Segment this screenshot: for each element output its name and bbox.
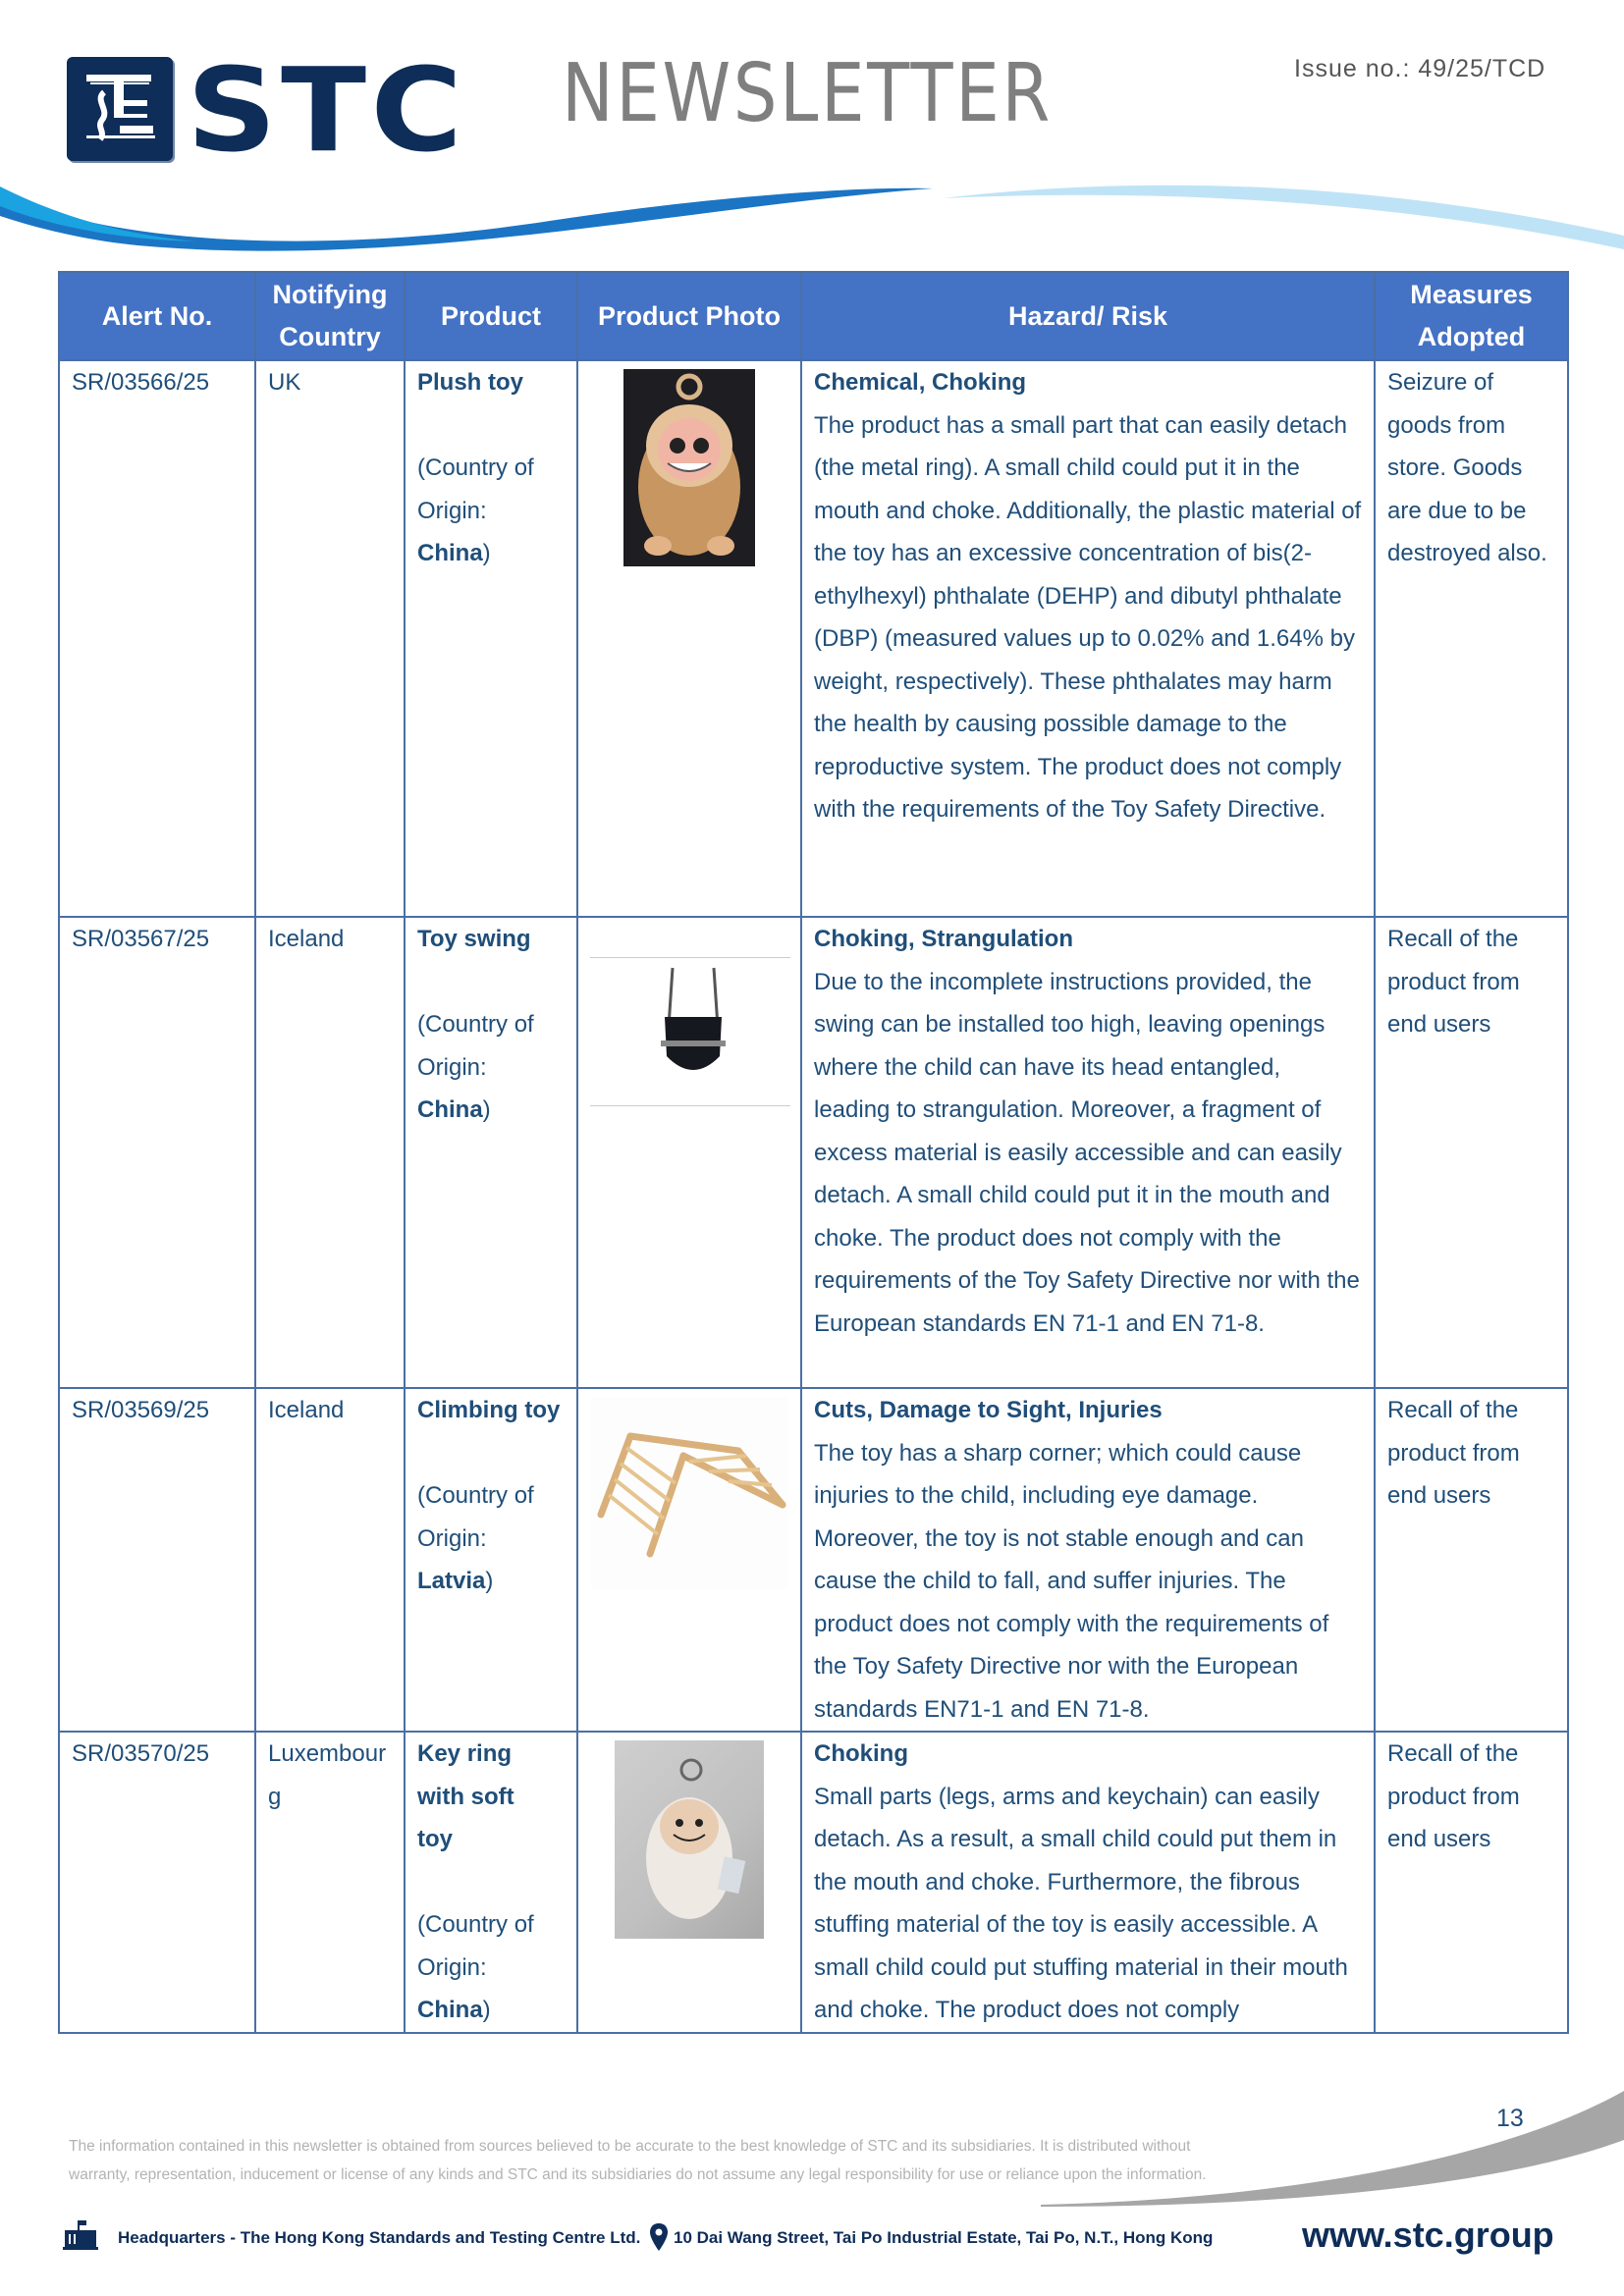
hazard-title: Cuts, Damage to Sight, Injuries bbox=[814, 1397, 1163, 1423]
hazard-title: Chemical, Choking bbox=[814, 369, 1027, 396]
notifying-country: Luxembourg bbox=[255, 1732, 405, 2033]
notifying-country: UK bbox=[255, 360, 405, 917]
product-name: Toy swing bbox=[417, 926, 531, 952]
hazard-title: Choking, Strangulation bbox=[814, 926, 1073, 952]
hazard-cell bbox=[801, 1388, 1375, 1732]
table-row bbox=[59, 1388, 1568, 1732]
issue-number: Issue no.: 49/25/TCD bbox=[1294, 55, 1546, 82]
origin-country: Latvia bbox=[417, 1568, 486, 1594]
product-name: Plush toy bbox=[417, 369, 524, 396]
hazard-title: Choking bbox=[814, 1740, 908, 1767]
column-header-hazard-risk: Hazard/ Risk bbox=[801, 272, 1375, 360]
table-header-row bbox=[59, 272, 1568, 360]
key-ring-soft-toy-photo bbox=[615, 1740, 764, 1939]
column-header-measures-adopted bbox=[1375, 272, 1568, 360]
product-alerts-table bbox=[58, 271, 1569, 2034]
origin-prefix: (Country of bbox=[417, 1011, 534, 1038]
origin-label: Origin: bbox=[417, 497, 487, 524]
product-photo-cell bbox=[577, 917, 801, 1388]
hazard-description: Small parts (legs, arms and keychain) can easily detach. As a result, a small child could put them in the mouth and choke. Furthermore, the fibrous stuffing material of the toy is easily accessible. A small child could put stuffing material in their mouth and choke. The product does not comply bbox=[814, 1783, 1348, 2023]
origin-prefix: (Country of bbox=[417, 1482, 534, 1509]
hazard-cell bbox=[801, 360, 1375, 917]
origin-country: China bbox=[417, 540, 483, 566]
website-link[interactable]: www.stc.group bbox=[1302, 2215, 1554, 2255]
hazard-description: Due to the incomplete instructions provided, the swing can be installed too high, leaving openings where the child can have its head entangled, leading to strangulation. Moreover, a fragment of excess material is easily accessible and can easily detach. A small child could put it in the mouth and choke. The product does not comply with the requirements of the Toy Safety Directive nor with the European standards EN 71-1 and EN 71-8. bbox=[814, 968, 1360, 1337]
product-cell bbox=[405, 917, 577, 1388]
climbing-toy-photo bbox=[591, 1397, 787, 1589]
alert-number: SR/03570/25 bbox=[59, 1732, 255, 2033]
origin-label: Origin: bbox=[417, 1524, 487, 1552]
header-line: Notifying bbox=[272, 280, 388, 309]
origin-suffix: ) bbox=[485, 1568, 494, 1594]
origin-suffix: ) bbox=[482, 1096, 491, 1123]
disclaimer bbox=[69, 2132, 1345, 2189]
newsletter-title: NEWSLETTER bbox=[562, 47, 1053, 140]
product-name: Key ring with soft toy bbox=[417, 1740, 514, 1852]
measures-adopted: Recall of the product from end users bbox=[1375, 1388, 1568, 1732]
hazard-description: The product has a small part that can easily detach (the metal ring). A small child could put it in the mouth and choke. Additionally, the plastic material of the toy has an excessive concentration of bis(2-ethylhexyl) phthalate (DEHP) and dibutyl phthalate (DBP) (measured values up to 0.02% and 1.64% by weight, respectively). These phthalates may harm the health by causing possible damage to the reproductive system. The product does not comply with the requirements of the Toy Safety Directive. bbox=[814, 411, 1362, 823]
hazard-cell bbox=[801, 1732, 1375, 2033]
hazard-description: The toy has a sharp corner; which could cause injuries to the child, including eye damage. Moreover, the toy is not stable enough and can cause the child to fall, and suffer injuries. The product does not comply with the requirements of the Toy Safety Directive nor with the European standards EN71-1 and EN 71-8. bbox=[814, 1439, 1329, 1723]
origin-label: Origin: bbox=[417, 1953, 487, 1981]
stc-logo bbox=[67, 42, 467, 178]
notifying-country: Iceland bbox=[255, 1388, 405, 1732]
product-photo-cell bbox=[577, 360, 801, 917]
notifying-country: Iceland bbox=[255, 917, 405, 1388]
origin-label: Origin: bbox=[417, 1053, 487, 1081]
footer-contact-bar bbox=[63, 2215, 1575, 2260]
logo-wordmark: STC bbox=[187, 42, 467, 178]
location-pin-icon bbox=[650, 2223, 668, 2251]
column-header-product-photo: Product Photo bbox=[577, 272, 801, 360]
building-icon bbox=[63, 2220, 98, 2250]
origin-prefix: (Country of bbox=[417, 454, 534, 481]
plush-toy-photo bbox=[623, 369, 755, 566]
origin-country: China bbox=[417, 1096, 483, 1123]
header-wave-decoration bbox=[0, 177, 1624, 265]
column-header-alert-no: Alert No. bbox=[59, 272, 255, 360]
table-row bbox=[59, 917, 1568, 1388]
measures-adopted: Seizure of goods from store. Goods are due to be destroyed also. bbox=[1375, 360, 1568, 917]
product-photo-cell bbox=[577, 1732, 801, 2033]
toy-swing-photo bbox=[590, 957, 790, 1106]
address: 10 Dai Wang Street, Tai Po Industrial Estate, Tai Po, N.T., Hong Kong bbox=[674, 2228, 1214, 2247]
hazard-cell bbox=[801, 917, 1375, 1388]
measures-adopted: Recall of the product from end users bbox=[1375, 917, 1568, 1388]
column-header-product: Product bbox=[405, 272, 577, 360]
origin-suffix: ) bbox=[482, 1997, 491, 2023]
column-header-notifying-country bbox=[255, 272, 405, 360]
alert-number: SR/03566/25 bbox=[59, 360, 255, 917]
product-cell bbox=[405, 1732, 577, 2033]
product-photo-cell bbox=[577, 1388, 801, 1732]
alert-number: SR/03567/25 bbox=[59, 917, 255, 1388]
product-name: Climbing toy bbox=[417, 1397, 561, 1423]
header-line: Country bbox=[279, 322, 381, 351]
measures-adopted: Recall of the product from end users bbox=[1375, 1732, 1568, 2033]
stc-emblem-icon bbox=[67, 57, 173, 161]
alert-number: SR/03569/25 bbox=[59, 1388, 255, 1732]
header-line: Adopted bbox=[1417, 322, 1526, 351]
disclaimer-line: warranty, representation, inducement or license of any kinds and STC and its subsidiaries do not assume any legal responsibility for use or reliance upon the information. bbox=[69, 2166, 1207, 2183]
origin-country: China bbox=[417, 1997, 483, 2023]
product-cell bbox=[405, 1388, 577, 1732]
origin-suffix: ) bbox=[482, 540, 491, 566]
table-row bbox=[59, 360, 1568, 917]
page-number: 13 bbox=[1496, 2105, 1524, 2132]
origin-prefix: (Country of bbox=[417, 1911, 534, 1938]
table-row bbox=[59, 1732, 1568, 2033]
headquarters-label: Headquarters - The Hong Kong Standards and Testing Centre Ltd. bbox=[118, 2228, 641, 2247]
header-line: Measures bbox=[1410, 280, 1533, 309]
disclaimer-line: The information contained in this newsletter is obtained from sources believed to be accurate to the best knowledge of STC and its subsidiaries. It is distributed without bbox=[69, 2138, 1191, 2155]
product-cell bbox=[405, 360, 577, 917]
